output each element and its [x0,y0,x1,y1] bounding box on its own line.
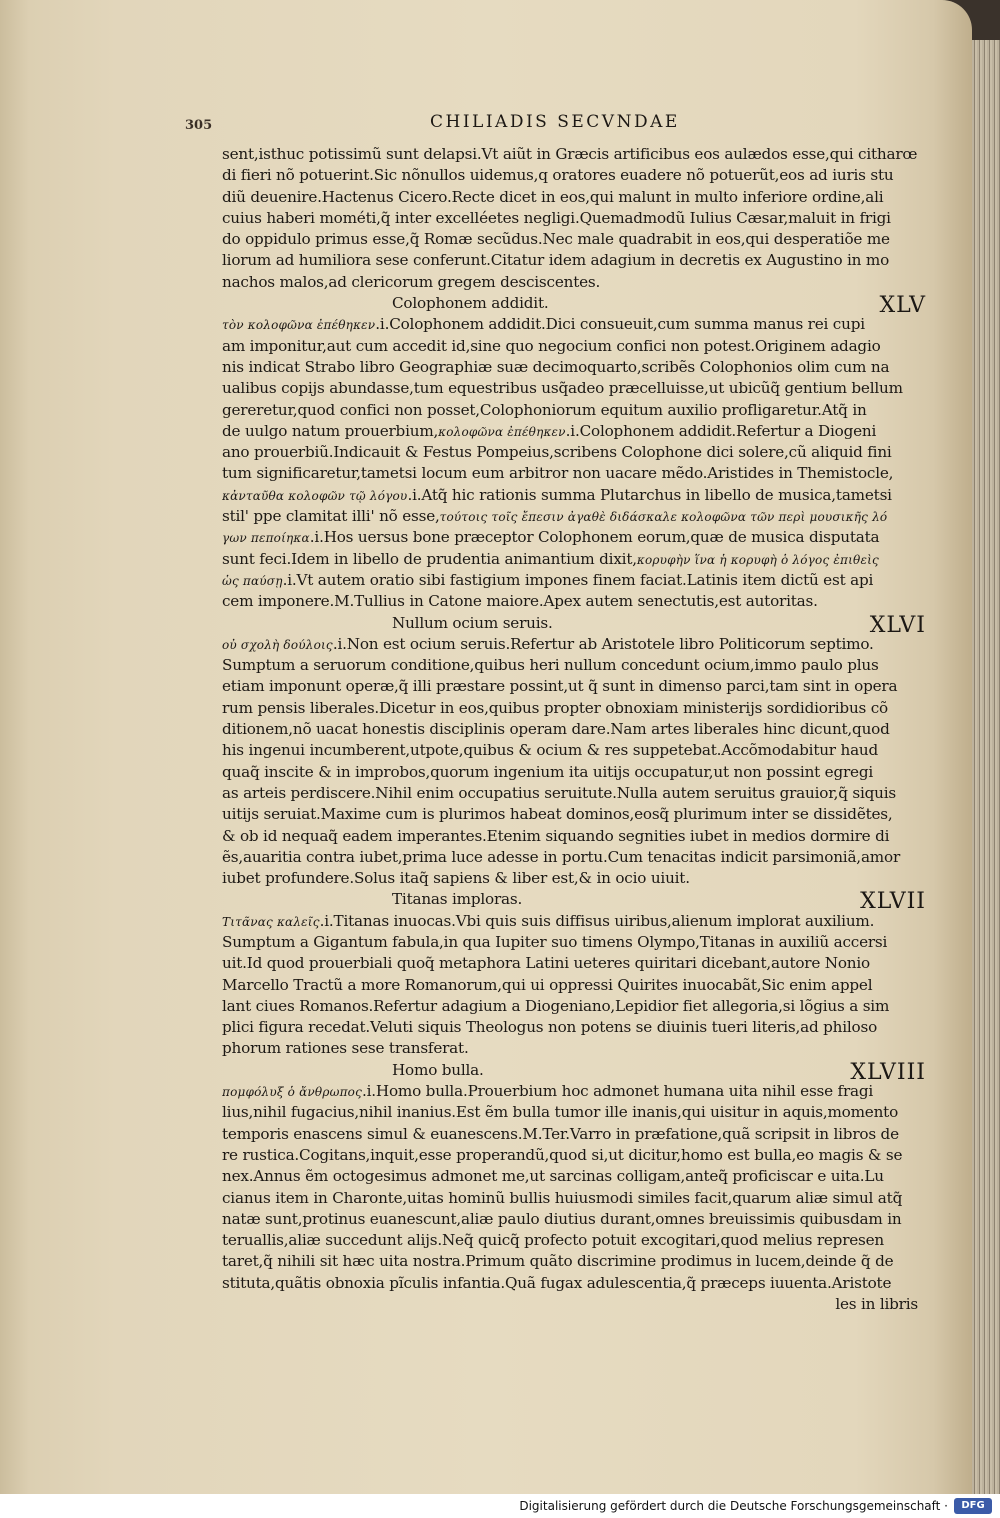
text-line: & ob id nequaq̃ eadem imperantes.Etenim siquando segnities iubet in medios dormire di [222,826,890,845]
text-line: teruallis,aliæ succedunt alijs.Neq̃ quicq̃ profecto potuit excogitari,quod melius represen [222,1231,885,1250]
greek-text: κἀνταῦθα κολοφῶν τῷ λόγου [222,488,408,503]
adage-number: XLV [879,293,926,319]
page-header [185,112,925,136]
text-line: lant ciues Romanos.Refertur adagium a Diogeniano,Lepidior fiet allegoria,si lõgius a sim [222,996,890,1015]
text-line: Sumptum a seruorum conditione,quibus heri nullum concedunt ocium,immo paulo plus [222,656,879,675]
text-line: Τιτᾶνας καλεῖς.i.Titanas inuocas.Vbi quis suis diffisus uiribus,alienum implorat auxilium. [222,911,875,930]
text-line: taret,q̃ nihili sit hæc uita nostra.Primum quãto discrimine prodimus in lucem,deinde q̃ de [222,1252,894,1271]
text-line: ditionem,nõ uacat honestis disciplinis operam dare.Nam artes liberales hinc dicunt,quod [222,720,890,739]
text-line: nis indicat Strabo libro Geographiæ suæ decimoquarto,scribẽs Colophonios olim cum na [222,357,890,376]
text-line: stil' ppe clamitat illi' nõ esse,τούτοις τοῖς ἔπεσιν ἀγαθὲ διδάσκαλε κολοφῶνα τῶν περὶ μουσικῆς λό [222,507,888,526]
footer-credit: Digitalisierung gefördert durch die Deutsche Forschungsgemeinschaft · [519,1499,948,1513]
text-line: cuius haberi mométi,q̃ inter excelléetes negligi.Quemadmodũ Iulius Cæsar,maluit in frigi [222,208,891,227]
greek-text: κολοφῶνα ἐπέθηκεν [438,424,566,439]
body-text [222,144,926,1315]
text-line: as arteis perdiscere.Nihil enim occupatius seruitute.Nulla autem seruitus grauior,q̃ siquis [222,783,896,802]
text-line: do oppidulo primus esse,q̃ Romæ secũdus.Nec male quadrabit in eos,qui desperatiõe me [222,230,890,249]
text-line: gereretur,quod confici non posset,Colophoniorum equitum auxilio profligaretur.Atq̃ in [222,400,867,419]
text-line: am imponitur,aut cum accedit id,sine quo negocium confici non potest.Originem adagio [222,336,881,355]
text-line: nachos malos,ad clericorum gregem desciscentes. [222,272,601,291]
greek-text: τούτοις τοῖς ἔπεσιν ἀγαθὲ διδάσκαλε κολοφῶνα τῶν περὶ μουσικῆς λό [439,510,888,525]
text-line: quaq̃ inscite & in improbos,quorum ingenium ita uitijs occupatur,ut non possint egregi [222,762,874,781]
text-line: iubet profundere.Solus itaq̃ sapiens & liber est,& in ocio uiuit. [222,869,690,888]
greek-text: ὡς παύσῃ [222,573,283,588]
text-line: phorum rationes sese transferat. [222,1039,469,1058]
adage-number: XLVIII [850,1059,926,1085]
greek-text: Τιτᾶνας καλεῖς [222,914,320,929]
greek-text: γων πεποίηκα [222,531,310,546]
adage-title: Titanas imploras. [392,890,523,909]
adage-heading-row [222,1059,926,1085]
text-line: ὡς παύσῃ.i.Vt autem oratio sibi fastigium impones finem faciat.Latinis item dictũ est api [222,570,874,589]
text-line: ẽs,auaritia contra iubet,prima luce adesse in portu.Cum tenacitas indicit parsimoniã,amor [222,847,900,866]
folio-number: 305 [185,118,213,133]
text-line: etiam imponunt operæ,q̃ illi præstare possint,ut q̃ sunt in dimenso parci,tam sint in opera [222,677,898,696]
text-line: rum pensis liberales.Dicetur in eos,quibus propter obnoxiam ministerijs sordidioribus cõ [222,698,888,717]
adage-title: Colophonem addidit. [392,294,549,313]
text-line: his ingenui incumberent,utpote,quibus & ocium & res suppetebat.Accõmodabitur haud [222,741,879,760]
text-line: uitijs seruiat.Maxime cum is plurimos habeat dominos,eosq̃ plurimum inter se dissidẽtes, [222,805,893,824]
footer-bar [0,1494,1000,1518]
text-line: cem imponere.M.Tullius in Catone maiore.Apex autem senectutis,est autoritas. [222,592,818,611]
text-line: cianus item in Charonte,uitas hominũ bullis huiusmodi similes facit,quarum aliæ simul atq̃ [222,1188,903,1207]
text-line: di fieri nõ potuerint.Sic nõnullos uidemus,q oratores euadere nõ potuerũt,eos ad iuris stu [222,166,894,185]
text-line: τὸν κολοφῶνα ἐπέθηκεν.i.Colophonem addidit.Dici consueuit,cum summa manus rei cupi [222,315,865,334]
text-line: re rustica.Cogitans,inquit,esse properandũ,quod si,ut dicitur,homo est bulla,eo magis & se [222,1145,903,1164]
text-line: diũ deuenire.Hactenus Cicero.Recte dicet in eos,qui malunt in multo inferiore ordine,ali [222,187,884,206]
adage-heading-row [222,889,926,915]
page-edges [972,40,1000,1494]
adage-heading-row [222,612,926,638]
text-line: liorum ad humiliora sese conferunt.Citatur idem adagium in decretis ex Augustino in mo [222,251,890,270]
text-line: Sumptum a Gigantum fabula,in qua Iupiter suo timens Olympo,Titanas in auxiliũ accersi [222,932,888,951]
running-head: CHILIADIS SECVNDAE [430,112,680,132]
text-line: nex.Annus ẽm octogesimus admonet me,ut sarcinas colligam,anteq̃ proficiscar e uita.Lu [222,1167,884,1186]
greek-text: οὐ σχολὴ δούλοις [222,637,333,652]
text-line: uit.Id quod prouerbiali quoq̃ metaphora Latini ueteres quiritari dicebant,autore Nonio [222,954,870,973]
text-line: κἀνταῦθα κολοφῶν τῷ λόγου.i.Atq̃ hic rationis summa Plutarchus in libello de musica,tametsi [222,485,892,504]
text-line: natæ sunt,protinus euanescunt,aliæ paulo diutius durant,omnes breuissimis quibusdam in [222,1209,902,1228]
dfg-logo: DFG [954,1498,992,1514]
text-line: ano prouerbiũ.Indicauit & Festus Pompeius,scribens Colophone dici solere,cũ aliquid fini [222,443,892,462]
catchword: les in libris [835,1295,918,1314]
text-line: sunt feci.Idem in libello de prudentia animantium dixit,κορυφὴν ἵνα ἡ κορυφὴ ὁ λόγος ἐπιθεὶς [222,549,879,568]
greek-text: τὸν κολοφῶνα ἐπέθηκεν [222,318,376,333]
text-line: tum significaretur,tametsi locum eum arbitror non uacare mẽdo.Aristides in Themistocle, [222,464,894,483]
text-line: οὐ σχολὴ δούλοις.i.Non est ocium seruis.Refertur ab Aristotele libro Politicorum septimo. [222,634,874,653]
text-line: temporis enascens simul & euanescens.M.Ter.Varro in præfatione,quã scripsit in libros de [222,1124,899,1143]
adage-heading-row [222,293,926,319]
greek-text: πομφόλυξ ὁ ἄνθρωπος [222,1085,362,1100]
adage-number: XLVII [860,889,926,915]
adage-number: XLVI [869,612,926,638]
text-line: plici figura recedat.Veluti siquis Theologus non potens se diuinis tueri literis,ad philoso [222,1018,878,1037]
greek-text: κορυφὴν ἵνα ἡ κορυφὴ ὁ λόγος ἐπιθεὶς [636,552,879,567]
adage-title: Homo bulla. [392,1060,484,1079]
text-line: Marcello Tractũ a more Romanorum,qui ui oppressi Quirites inuocabãt,Sic enim appel [222,975,873,994]
text-line: lius,nihil fugacius,nihil inanius.Est ẽm bulla tumor ille inanis,qui uisitur in aquis,momento [222,1103,899,1122]
text-line: stituta,quãtis obnoxia pĩculis infantia.Quã fugax adulescentia,q̃ præceps iuuenta.Aristote [222,1273,892,1292]
text-line: de uulgo natum prouerbium,κολοφῶνα ἐπέθηκεν.i.Colophonem addidit.Refertur a Diogeni [222,421,877,440]
text-line: sent,isthuc potissimũ sunt delapsi.Vt aiũt in Græcis artificibus eos aulædos esse,qui citharœ [222,145,918,163]
text-line: πομφόλυξ ὁ ἄνθρωπος.i.Homo bulla.Prouerbium hoc admonet humana uita nihil esse fragi [222,1082,874,1101]
text-line: γων πεποίηκα.i.Hos uersus bone præceptor Colophonem eorum,quæ de musica disputata [222,528,880,547]
adage-title: Nullum ocium seruis. [392,613,553,632]
text-line: ualibus copijs abundasse,tum equestribus usq̃adeo præcelluisse,ut ubicũq̃ gentium bellum [222,379,903,398]
